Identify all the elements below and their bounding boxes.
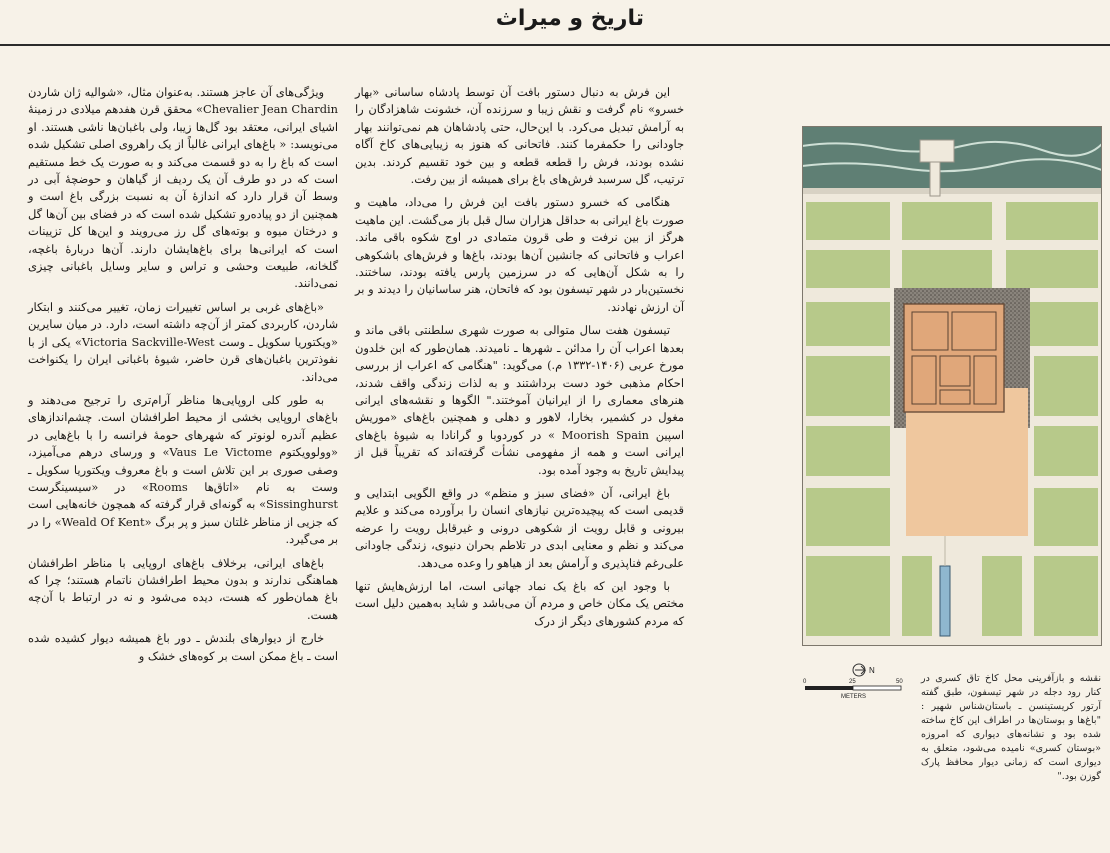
scale-tick-50: 50 [896, 679, 903, 685]
paragraph: باغ ایرانی، آن «فضای سبز و منظم» در واقع الگویی ابتدایی و قدیمی است که پیچیده‌ترین نیازهای انسان را برآورده می‌کند و علایم بیرونی و قابل رویت از شکوهی درونی و غیرقابل رویت را عرضه می‌کند و نظم و معنایی ابدی در تلاطم بحران دنیوی، زندگی جاودانی علی‌رغم فناپذیری و آرامش بعد از هیاهو را وعده می‌دهد. [355, 485, 684, 570]
palace-building [904, 304, 1004, 412]
left-text-column [28, 84, 338, 671]
pier-causeway [930, 162, 940, 196]
paragraph: «باغ‌های غربی بر اساس تغییرات زمان، تغییر می‌کنند و ابتکار شاردن، کاربردی کمتر از آن‌چه داشته است، دارد. در میان سایرین «ویکتوریا سکویل ـ وست Victoria Sackville-West» یکی از با نفوذترین باغبان‌های قرن حاضر، شیوهٔ باغبانی ایران را یکنواخت می‌داند. [28, 299, 338, 384]
page-title: تاریخ و میراث [495, 6, 644, 31]
water-channel [940, 566, 950, 636]
paragraph: با وجود این که باغ یک نماد جهانی است، اما ارزش‌هایش تنها مختص یک مکان خاص و مردم آن می‌باشد و شاید به‌همین دلیل است که مردم کشورهای دیگر از درک [355, 578, 684, 628]
page-header [0, 0, 1110, 48]
scale-unit: METERS [841, 694, 867, 700]
north-arrow-icon [853, 664, 865, 676]
figure-caption: نقشه و بازآفرینی محل کاخ تاق کسری در کنار رود دجله در شهر تیسفون، طبق گفته آرتور کریستینسن ـ باستان‌شناس شهیر : "باغ‌ها و بوستان‌ها در اطراف این کاخ ساخته شده بود و نشانه‌های دیواری که امروزه «بوستان کسری» نامیده می‌شود، متعلق به دیواری است که زمانی دیوار محافظ پارک گوزن بود." [921, 673, 1101, 782]
paragraph: باغ‌های ایرانی، برخلاف باغ‌های اروپایی با مناظر اطرافشان هماهنگی ندارند و بدون محیط اطرافشان ناتمام هستند؛ چرا که باغ همان‌طور که هست، دیده می‌شود و نه در ارتباط با آن‌چه هست. [28, 555, 338, 622]
north-label: N [869, 666, 875, 675]
header-rule [0, 44, 1110, 46]
scale-tick-0: 0 [803, 679, 807, 685]
paragraph: به طور کلی اروپایی‌ها مناظر آرام‌تری را ترجیح می‌دهند و باغ‌های اروپایی بخشی از محیط اطرافشان است. چشم‌اندازهای عظیم آندره لونوتر که شهرهای حومهٔ فرانسه را با باغ‌هایی در «وولوویکتوم Vaus Le Victome» و ورسای درهم می‌آمیزد، وصفی صوری بر این تلاش است و باغ معروف ویکتوریا سکویل ـ وست به نام «اتاق‌ها Rooms» در «سیسینگرست Sissinghurst» به گونه‌ای قرار گرفته که همچون خانه‌هایی است که جزیی از مناظر غلتان سبز و پر برگ «Weald Of Kent» را در بر می‌گیرد. [28, 392, 338, 547]
palace-site-plan [802, 126, 1102, 646]
right-text-column [355, 84, 684, 636]
river-bank [802, 188, 1102, 194]
pier [920, 140, 954, 162]
paragraph: خارج از دیوارهای بلندش ـ دور باغ همیشه دیوار کشیده شده است ـ باغ ممکن است بر کوه‌های خشک و [28, 631, 338, 663]
paragraph: هنگامی که خسرو دستور بافت این فرش را می‌داد، ماهیت و صورت باغ ایرانی به حداقل هزاران سال قبل باز می‌گشت. این ماهیت هرگز از بین نرفت و طی قرون متمادی در اوج شکوه باقی ماند. اعراب و فاتحانی که جانشین آن‌ها بودند، باغ‌ها و فرش‌های باشکوهی را به شکل آن‌هایی که در سرزمین پارس یافته بودند، ساختند. نخستین‌بار در شهر تیسفون بود که فاتحان، هنر ساسانیان را دیدند و بر آن ارزش نهادند. [355, 195, 684, 314]
paragraph: تیسفون هفت سال متوالی به صورت شهری سلطنتی باقی ماند و بعدها اعراب آن را مدائن ـ شهرها ـ نامیدند. همان‌طور که ابن خلدون مورخ عربی (۱۴۰۶-۱۳۳۲ م.) می‌گوید: "هنگامی که اعراب از بررسی احکام مذهبی خود دست برداشتند و به لذات زندگی واقف شدند، هنرهای معماری را از ایرانیان آموختند." الگوها و نقشه‌های ایرانی مغول در کشمیر، بخارا، لاهور و دهلی و همچنین باغ‌های «موریش اسپین Moorish Spain » در کوردوبا و گرانادا به شیوهٔ باغ‌های ایرانی است و همه از مفهومی نشأت گرفته‌اند که تقریباً قبل از پیدایش تاریخ به وجود آمده بود. [355, 323, 684, 477]
paragraph: این فرش به دنبال دستور بافت آن توسط پادشاه ساسانی «بهار خسرو» نام گرفت و نقش زیبا و سرزنده آن، خشونت شاهزادگان را به آرامش تبدیل می‌کرد. با این‌حال، حتی پادشاهان هم نمی‌توانند بهار جاودانی را حکمفرما کنند. فاتحانی که هنوز به زیبایی‌های کاخ آگاه نشده بودند، فرش را قطعه قطعه و بین خود تقسیم کردند. بدین ترتیب، گل سرسبد فرش‌های باغ برای همیشه از بین رفت. [355, 85, 684, 187]
paragraph: ویژگی‌های آن عاجز هستند. به‌عنوان مثال، «شوالیه ژان شاردن Chevalier Jean Chardin» محقق قرن هفدهم میلادی در زمینهٔ اشیای ایرانی، معتقد بود گل‌ها زیبا، ولی باغبان‌ها ناشی هستند. او می‌نویسد: « باغ‌های ایرانی غالباً از یک راهروی اصلی تشکیل شده است که باغ را به دو قسمت می‌کند و به صورت یک خط مستقیم است که در دو طرف آن یک ردیف از گیاهان و حوضچهٔ آبی در وسط آن قرار دارد که اندازهٔ آن به نسبت بزرگی باغ است و همچنین از دو پیاده‌رو تشکیل شده است که در فضای بین آن‌ها گل و درختان میوه و بوته‌های گل رز می‌رویند و این‌ها کل تزیینات است که ایرانی‌ها برای باغ‌هایشان دارند. آن‌ها دربارهٔ باغچه، گلخانه، طبیعت وحشی و تراس و سایر وسایل باغبانی چیزی نمی‌دانند. [28, 85, 338, 291]
scale-tick-25: 25 [849, 679, 856, 685]
scale-bar [803, 662, 913, 702]
